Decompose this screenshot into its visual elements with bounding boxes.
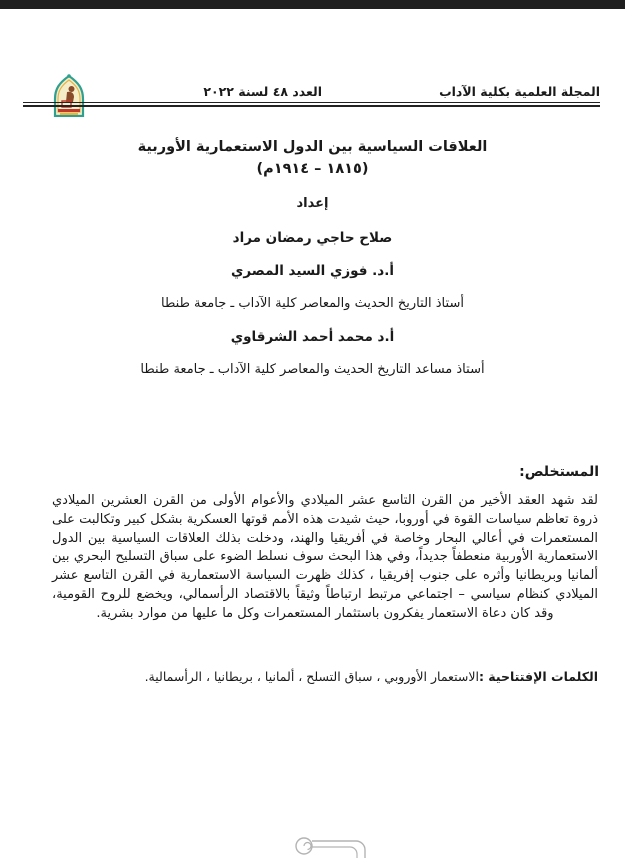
keywords-line [52,668,598,686]
article-title-years: (١٨١٥ – ١٩١٤م) [256,161,369,177]
journal-header [0,0,625,110]
article-title-line1: العلاقات السياسية بين الدول الاستعمارية الأوربية [137,139,488,155]
header-rule-thin [23,102,600,103]
journal-name: المجلة العلمية بكلية الآداب [439,84,600,99]
issue-number: العدد ٤٨ لسنة ٢٠٢٢ [203,84,322,99]
page-number-ornament-icon [294,836,368,858]
author-affiliation-3: أستاذ مساعد التاريخ الحديث والمعاصر كلية الآداب ـ جامعة طنطا [140,362,485,377]
author-name-3: أ.د محمد أحمد الشرقاوي [230,329,395,345]
author-affiliation-2: أستاذ التاريخ الحديث والمعاصر كلية الآداب ـ جامعة طنطا [161,296,464,311]
author-name-2: أ.د. فوزي السيد المصري [231,263,394,279]
header-rule-thick [23,105,600,107]
prepared-by-label: إعداد [296,196,329,211]
faculty-emblem-icon [52,74,86,117]
abstract-heading: المستخلص: [519,464,599,480]
keywords-value: الاستعمار الأوروبي ، سباق التسلح ، ألمانيا ، بريطانيا ، الرأسمالية. [144,669,479,684]
article-title [25,136,600,180]
author-name-1: صلاح حاجي رمضان مراد [232,230,393,246]
abstract-text: لقد شهد العقد الأخير من القرن التاسع عشر الميلادي والأعوام الأولى من القرن العشرين الميلادي ذروة تعاظم سياسات القوة في أوروبا، حيث شيدت هذه الأمم قوتها العسكرية بشكل كبير وتكالبت على المستعمرات في أعالي البحار وخاصة في أفريقيا والهند، ودخلت بذلك العلاقات السياسية بين الدول الاستعمارية الأوربية منعطفاً جديداً، وفي هذا البحث سوف نسلط الضوء على سباق التسليح البحري بين ألمانيا وبريطانيا وأثره على جنوب إفريقيا ، كذلك ظهرت السياسة الاستعمارية في القرن التاسع عشر الميلادي كنظام سياسي – اجتماعي مرتبط ارتباطاً وثيقاً بالاقتصاد الرأسمالي، ويخضع للروح القومية، وقد كان دعاة الاستعمار يفكرون باستثمار المستعمرات وكل ما عليها من موارد بشرية. [52,493,598,621]
keywords-label: الكلمات الإفتتاحية : [478,669,598,684]
